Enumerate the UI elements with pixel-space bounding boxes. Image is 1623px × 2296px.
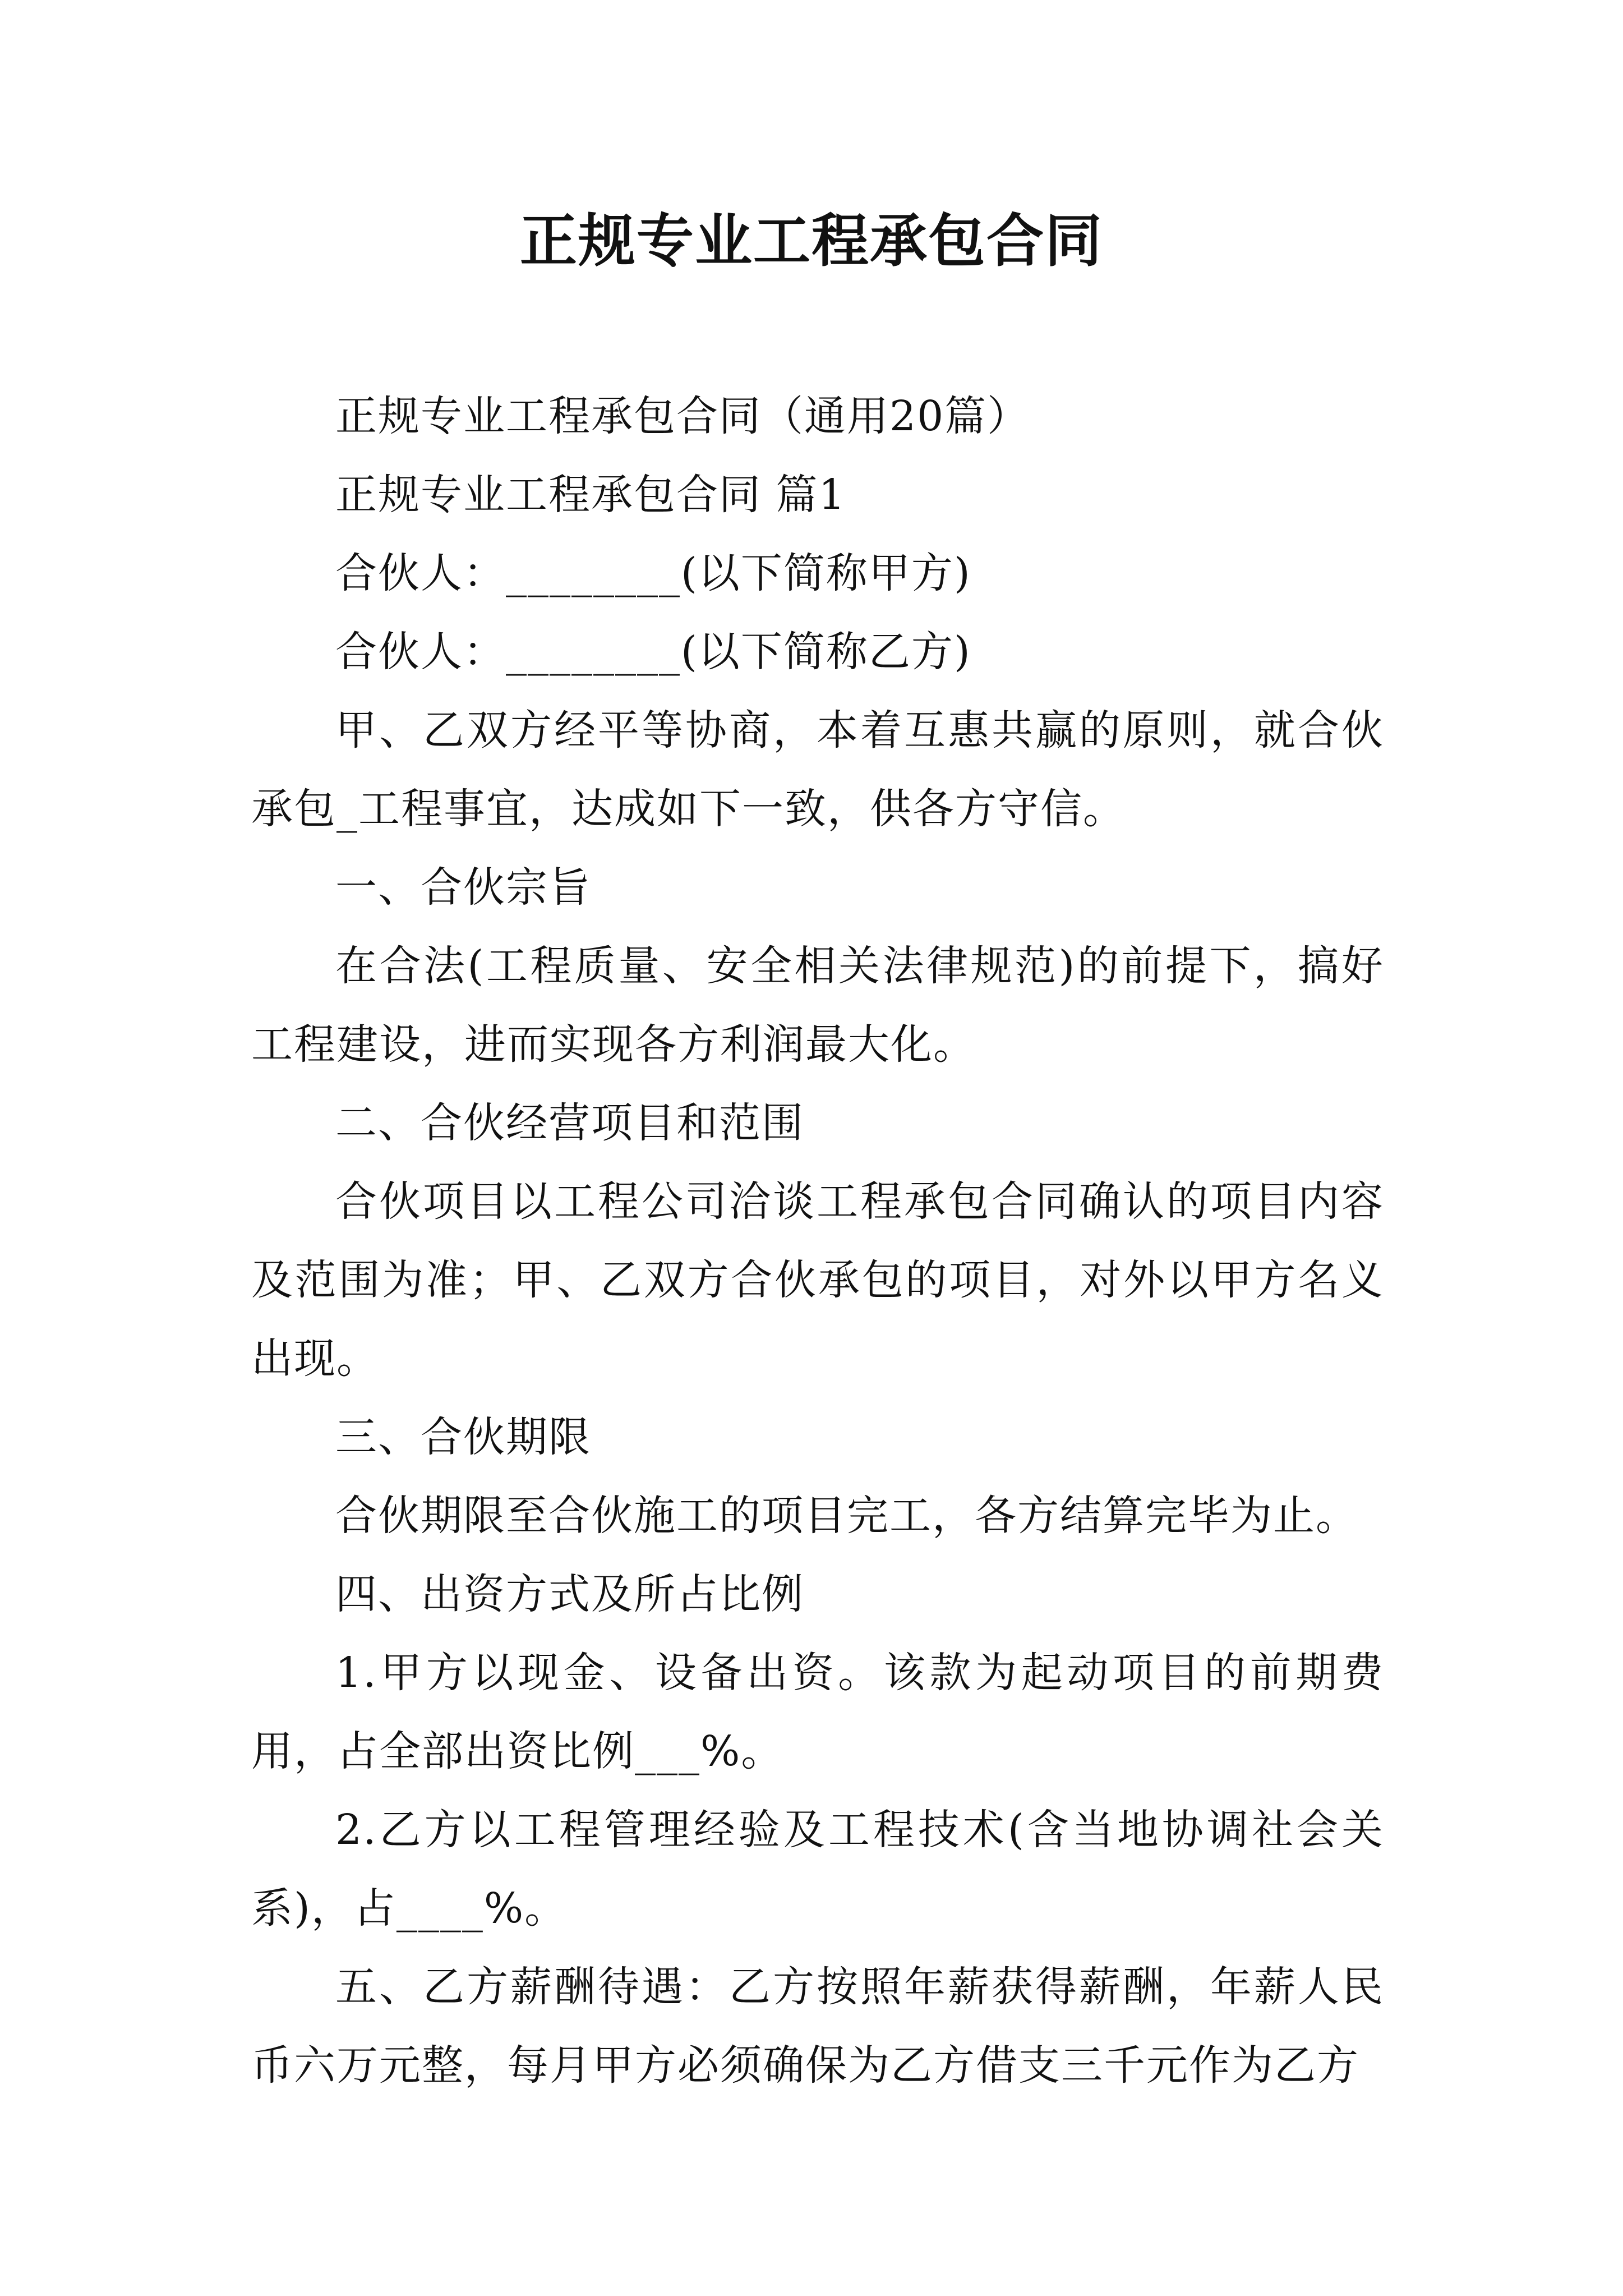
paragraph-preamble: 甲、乙双方经平等协商，本着互惠共赢的原则，就合伙承包_工程事宜，达成如下一致，供各方守信。 xyxy=(251,706,1384,833)
paragraph-section-heading: 正规专业工程承包合同 篇1 xyxy=(335,471,846,519)
paragraph-party-b: 合伙人：________(以下简称乙方) xyxy=(335,628,971,676)
document-title: 正规专业工程承包合同 xyxy=(520,208,1103,275)
paragraph-term: 合伙期限至合伙施工的项目完工，各方结算完毕为止。 xyxy=(335,1492,1358,1540)
heading-term: 三、合伙期限 xyxy=(335,1413,591,1461)
document-body xyxy=(251,377,1384,2105)
paragraph-party-a: 合伙人：________(以下简称甲方) xyxy=(335,549,971,597)
paragraph-subtitle: 正规专业工程承包合同（通用20篇） xyxy=(335,392,1030,440)
paragraph-contribution-a: 1.甲方以现金、设备出资。该款为起动项目的前期费用，占全部出资比例___%。 xyxy=(251,1649,1384,1775)
paragraph-scope: 合伙项目以工程公司洽谈工程承包合同确认的项目内容及范围为准；甲、乙双方合伙承包的项目，对外以甲方名义出现。 xyxy=(251,1177,1384,1383)
paragraph-salary: 五、乙方薪酬待遇：乙方按照年薪获得薪酬，年薪人民币六万元整，每月甲方必须确保为乙方借支三千元作为乙方 xyxy=(251,1963,1384,2090)
heading-contribution: 四、出资方式及所占比例 xyxy=(335,1570,804,1618)
paragraph-purpose: 在合法(工程质量、安全相关法律规范)的前提下，搞好工程建设，进而实现各方利润最大化。 xyxy=(251,942,1384,1069)
paragraph-contribution-b: 2.乙方以工程管理经验及工程技术(含当地协调社会关系)，占____%。 xyxy=(251,1806,1384,1932)
heading-purpose: 一、合伙宗旨 xyxy=(335,863,591,912)
heading-scope: 二、合伙经营项目和范围 xyxy=(335,1099,804,1147)
